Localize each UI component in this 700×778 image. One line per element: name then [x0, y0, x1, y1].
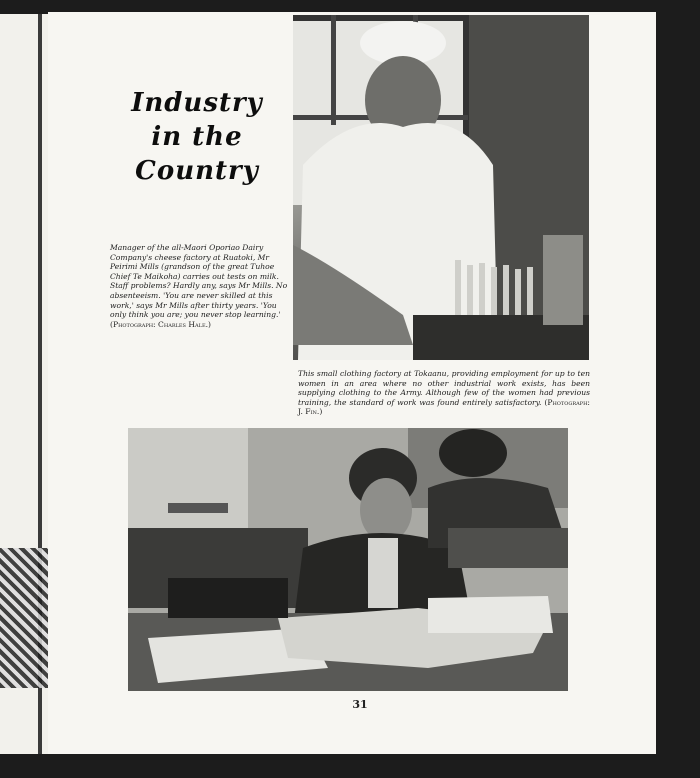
- clothing-factory-photo-credit: (Photograph: J. Fin.): [298, 397, 590, 417]
- cheese-factory-illustration: [293, 15, 589, 360]
- clothing-factory-illustration: [128, 428, 568, 691]
- clothing-factory-caption-text: This small clothing factory at Tokaanu, providing employment for up to ten women in an area where no other industrial work exists, has been supplying clothing to the Army. Although few of the women had previous training, the standard of work was found entirely satisfactory.: [298, 369, 590, 407]
- clothing-factory-photo: [128, 428, 568, 691]
- cheese-factory-photo-credit: (Photograph: Charles Hale.): [110, 319, 211, 329]
- title-line-2: in the: [151, 122, 243, 152]
- cheese-factory-caption: [110, 243, 288, 329]
- cheese-factory-caption-text: Manager of the all-Maori Oporiao Dairy Company's cheese factory at Ruatoki, Mr Peirimi Mills (grandson of the great Tuhoe Chief Te Maikoha) carries out tests on milk. Staff problems? Hardly any, says Mr Mills. No absenteeism. 'You are never skilled at this work,' says Mr Mills after thirty years. 'You only think you are; you never stop learning.': [110, 243, 288, 320]
- title-line-3: Country: [135, 156, 259, 186]
- page-number: 31: [352, 698, 368, 711]
- facing-page-pattern-image: [0, 548, 48, 688]
- article-title: [112, 86, 282, 188]
- cheese-factory-photo: [293, 15, 589, 360]
- title-line-1: Industry: [131, 88, 263, 118]
- clothing-factory-caption: [298, 369, 590, 417]
